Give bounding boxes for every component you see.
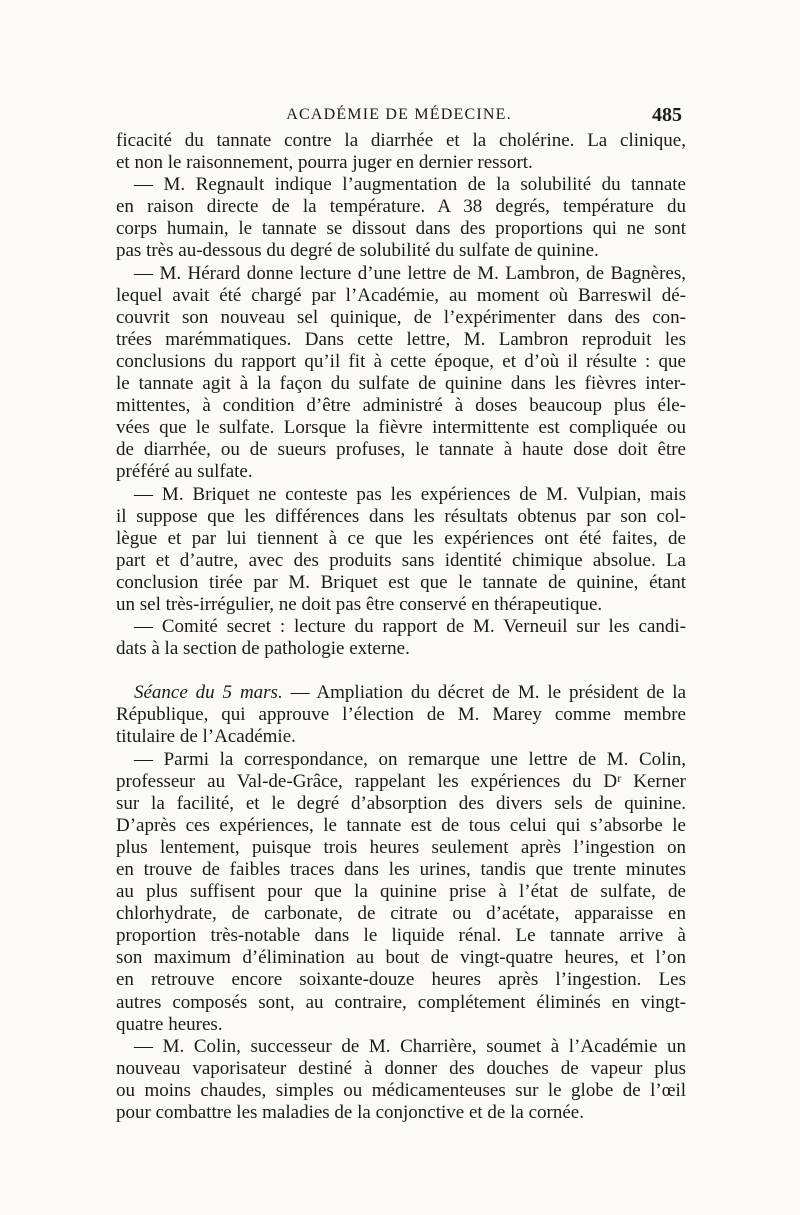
text-line: — M. Colin, successeur de M. Charrière, soumet à l’Académie un [134,1035,686,1057]
running-head [116,104,682,130]
text-line: conclusion tirée par M. Briquet est que le tannate de quinine, étant [116,571,686,593]
text-line: pour combattre les maladies de la conjonctive et de la cornée. [116,1102,584,1124]
text-line: corps humain, le tannate se dissout dans des proportions qui ne sont [116,218,686,240]
text-line: professeur au Val-de-Grâce, rappelant les expériences du Dʳ Kerner [116,770,686,792]
text-line: — M. Briquet ne conteste pas les expériences de M. Vulpian, mais [134,483,686,505]
text-line: vées que le sulfate. Lorsque la fièvre intermittente est compliquée ou [116,417,686,439]
text-line: plus lentement, puisque trois heures seulement après l’ingestion on [116,836,686,858]
text-line: autres composés sont, au contraire, complétement éliminés en vingt- [116,991,686,1013]
text-line: chlorhydrate, de carbonate, de citrate ou d’acétate, apparaisse en [116,903,686,925]
body-text [116,130,686,1124]
text-line: lequel avait été chargé par l’Académie, au moment où Barreswil dé- [116,284,686,306]
text-line: lègue et par lui tiennent à ce que les expériences ont été faites, de [116,527,686,549]
text-line: trées marémmatiques. Dans cette lettre, M. Lambron reproduit les [116,328,686,350]
text-line: ficacité du tannate contre la diarrhée et la cholérine. La clinique, [116,130,686,151]
text-line: au plus suffisent pour que la quinine prise à l’état de sulfate, de [116,881,686,903]
page-number: 485 [652,104,682,126]
text-line: de diarrhée, ou de sueurs profuses, le tannate à haute dose doit être [116,439,686,461]
text-line: — M. Regnault indique l’augmentation de la solubilité du tannate [134,174,686,196]
text-line: — Parmi la correspondance, on remarque une lettre de M. Colin, [134,748,686,770]
text-line: ou moins chaudes, simples ou médicamenteuses sur le globe de l’œil [116,1079,686,1101]
text-line: — M. Hérard donne lecture d’une lettre de M. Lambron, de Bagnères, [134,262,686,284]
text-line: dats à la section de pathologie externe. [116,638,410,660]
text-line: son maximum d’élimination au bout de vingt-quatre heures, et l’on [116,947,686,969]
text-line: mittentes, à condition d’être administré à doses beaucoup plus éle- [116,395,686,417]
seance-label: Séance du 5 mars. [134,682,283,704]
text-line: — Comité secret : lecture du rapport de M. Verneuil sur les candi- [134,616,686,638]
text-line: quatre heures. [116,1013,223,1035]
text-line: titulaire de l’Académie. [116,726,296,748]
text-line: proportion très-notable dans le liquide rénal. Le tannate arrive à [116,925,686,947]
text-line: couvrit son nouveau sel quinique, de l’expérimenter dans des con- [116,306,686,328]
text-line: République, qui approuve l’élection de M. Marey comme membre [116,704,686,726]
running-title: ACADÉMIE DE MÉDECINE. [286,106,512,123]
text-line: sur la facilité, et le degré d’absorption des divers sels de quinine. [116,792,686,814]
text-line: nouveau vaporisateur destiné à donner des douches de vapeur plus [116,1057,686,1079]
text-line: pas très au-dessous du degré de solubilité du sulfate de quinine. [116,240,599,262]
text-line: D’après ces expériences, le tannate est de tous celui qui s’absorbe le [116,814,686,836]
text-span: — Ampliation du décret de M. le président de la [282,682,686,704]
text-line: il suppose que les différences dans les résultats obtenus par son col- [116,505,686,527]
text-line: et non le raisonnement, pourra juger en dernier ressort. [116,152,533,174]
text-line: un sel très-irrégulier, ne doit pas être conservé en thérapeutique. [116,593,603,615]
text-line: part et d’autre, avec des produits sans identité chimique absolue. La [116,549,686,571]
text-line: en trouve de faibles traces dans les urines, tandis que trente minutes [116,859,686,880]
text-line: préféré au sulfate. [116,461,253,483]
text-line: conclusions du rapport qu’il fit à cette époque, et d’où il résulte : que [116,350,686,372]
text-line: en retrouve encore soixante-douze heures après l’ingestion. Les [116,969,686,991]
seance-heading-line [116,682,686,704]
text-line: en raison directe de la température. A 38 degrés, température du [116,196,686,218]
text-line: le tannate agit à la façon du sulfate de quinine dans les fièvres inter- [116,373,686,395]
